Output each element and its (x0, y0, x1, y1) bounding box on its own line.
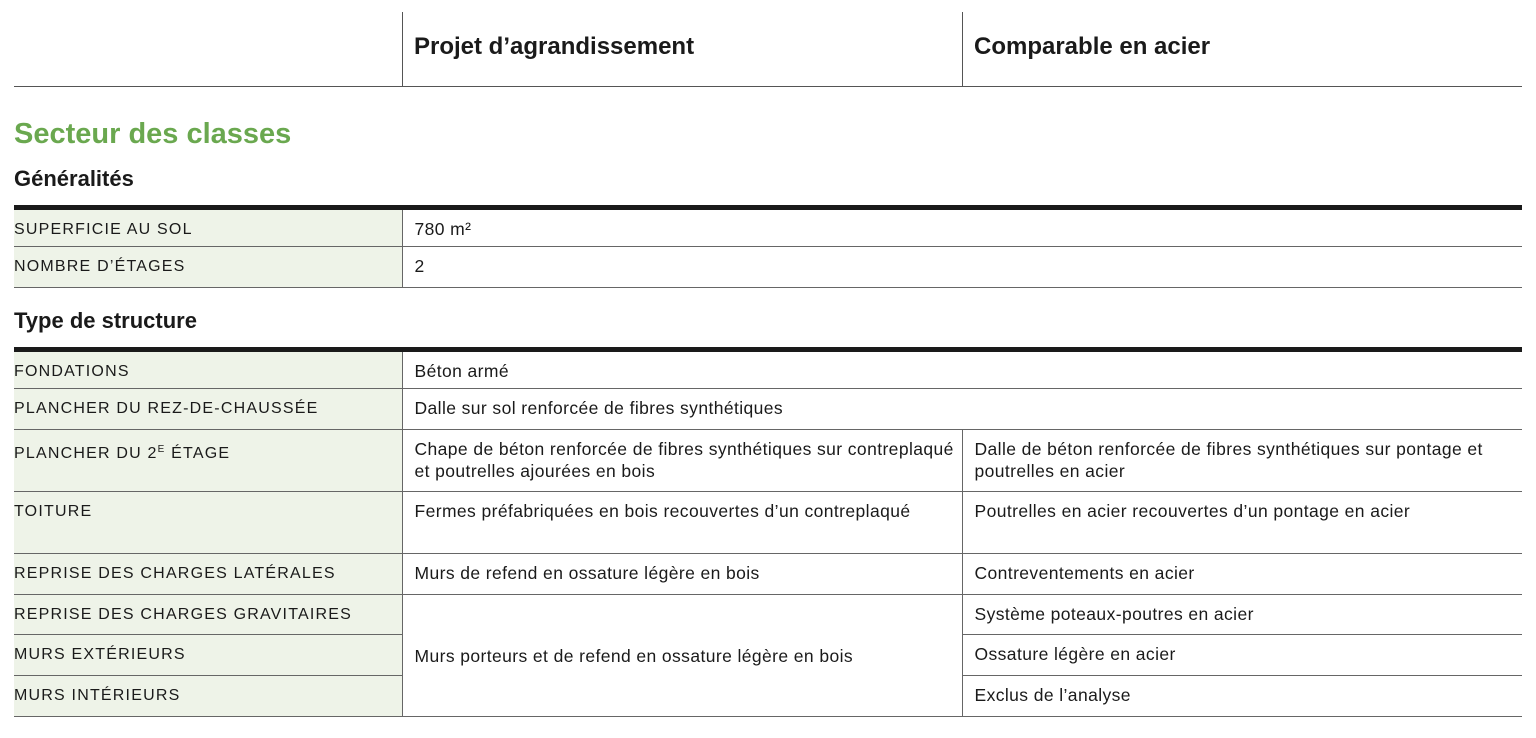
cell-projet: Chape de béton renforcée de fibres synthétiques sur contreplaqué et poutrelles ajourées en bois (402, 430, 962, 492)
row-label: REPRISE DES CHARGES GRAVITAIRES (14, 595, 402, 635)
table-header (14, 0, 1522, 87)
row-label: TOITURE (14, 492, 402, 554)
subsection-title-structure: Type de structure (14, 308, 197, 333)
row-label: FONDATIONS (14, 350, 402, 389)
row-label: SUPERFICIE AU SOL (14, 208, 402, 247)
cell-acier: Exclus de l’analyse (962, 676, 1522, 717)
generalites-table (14, 205, 1522, 288)
header-divider (402, 12, 403, 86)
column-header-acier: Comparable en acier (974, 33, 1211, 60)
cell-acier: Contreventements en acier (962, 554, 1522, 595)
cell-projet-merged: Murs porteurs et de refend en ossature légère en bois (402, 595, 962, 717)
row-label: PLANCHER DU REZ-DE-CHAUSSÉE (14, 389, 402, 430)
cell-acier: Ossature légère en acier (962, 635, 1522, 676)
label-text: ÉTAGE (165, 445, 231, 462)
cell-projet: Murs de refend en ossature légère en bois (402, 554, 962, 595)
label-superscript: E (157, 444, 166, 455)
section-title: Secteur des classes (14, 118, 292, 150)
cell-projet: Fermes préfabriquées en bois recouvertes d’un contreplaqué (402, 492, 962, 554)
table-row (14, 492, 1522, 554)
row-label: MURS EXTÉRIEURS (14, 635, 402, 676)
cell-acier: Système poteaux-poutres en acier (962, 595, 1522, 635)
label-text: PLANCHER DU 2 (14, 445, 158, 462)
header-divider (962, 12, 963, 86)
table-row (14, 554, 1522, 595)
table-row (14, 430, 1522, 492)
subsection-title-generalites: Généralités (14, 166, 134, 191)
table-row (14, 247, 1522, 288)
table-row (14, 350, 1522, 389)
row-value: 2 (402, 247, 1522, 288)
table-row (14, 595, 1522, 635)
row-value: Béton armé (402, 350, 1522, 389)
row-label: NOMBRE D’ÉTAGES (14, 247, 402, 288)
row-value: Dalle sur sol renforcée de fibres synthétiques (402, 389, 1522, 430)
comparison-table (14, 0, 1522, 705)
row-label: MURS INTÉRIEURS (14, 676, 402, 717)
column-header-projet: Projet d’agrandissement (414, 33, 695, 60)
row-value: 780 m² (402, 208, 1522, 247)
cell-acier: Poutrelles en acier recouvertes d’un pontage en acier (962, 492, 1522, 554)
table-row (14, 208, 1522, 247)
table-row (14, 389, 1522, 430)
structure-table (14, 347, 1522, 717)
row-label (14, 430, 402, 492)
row-label: REPRISE DES CHARGES LATÉRALES (14, 554, 402, 595)
cell-acier: Dalle de béton renforcée de fibres synthétiques sur pontage et poutrelles en acier (962, 430, 1522, 492)
